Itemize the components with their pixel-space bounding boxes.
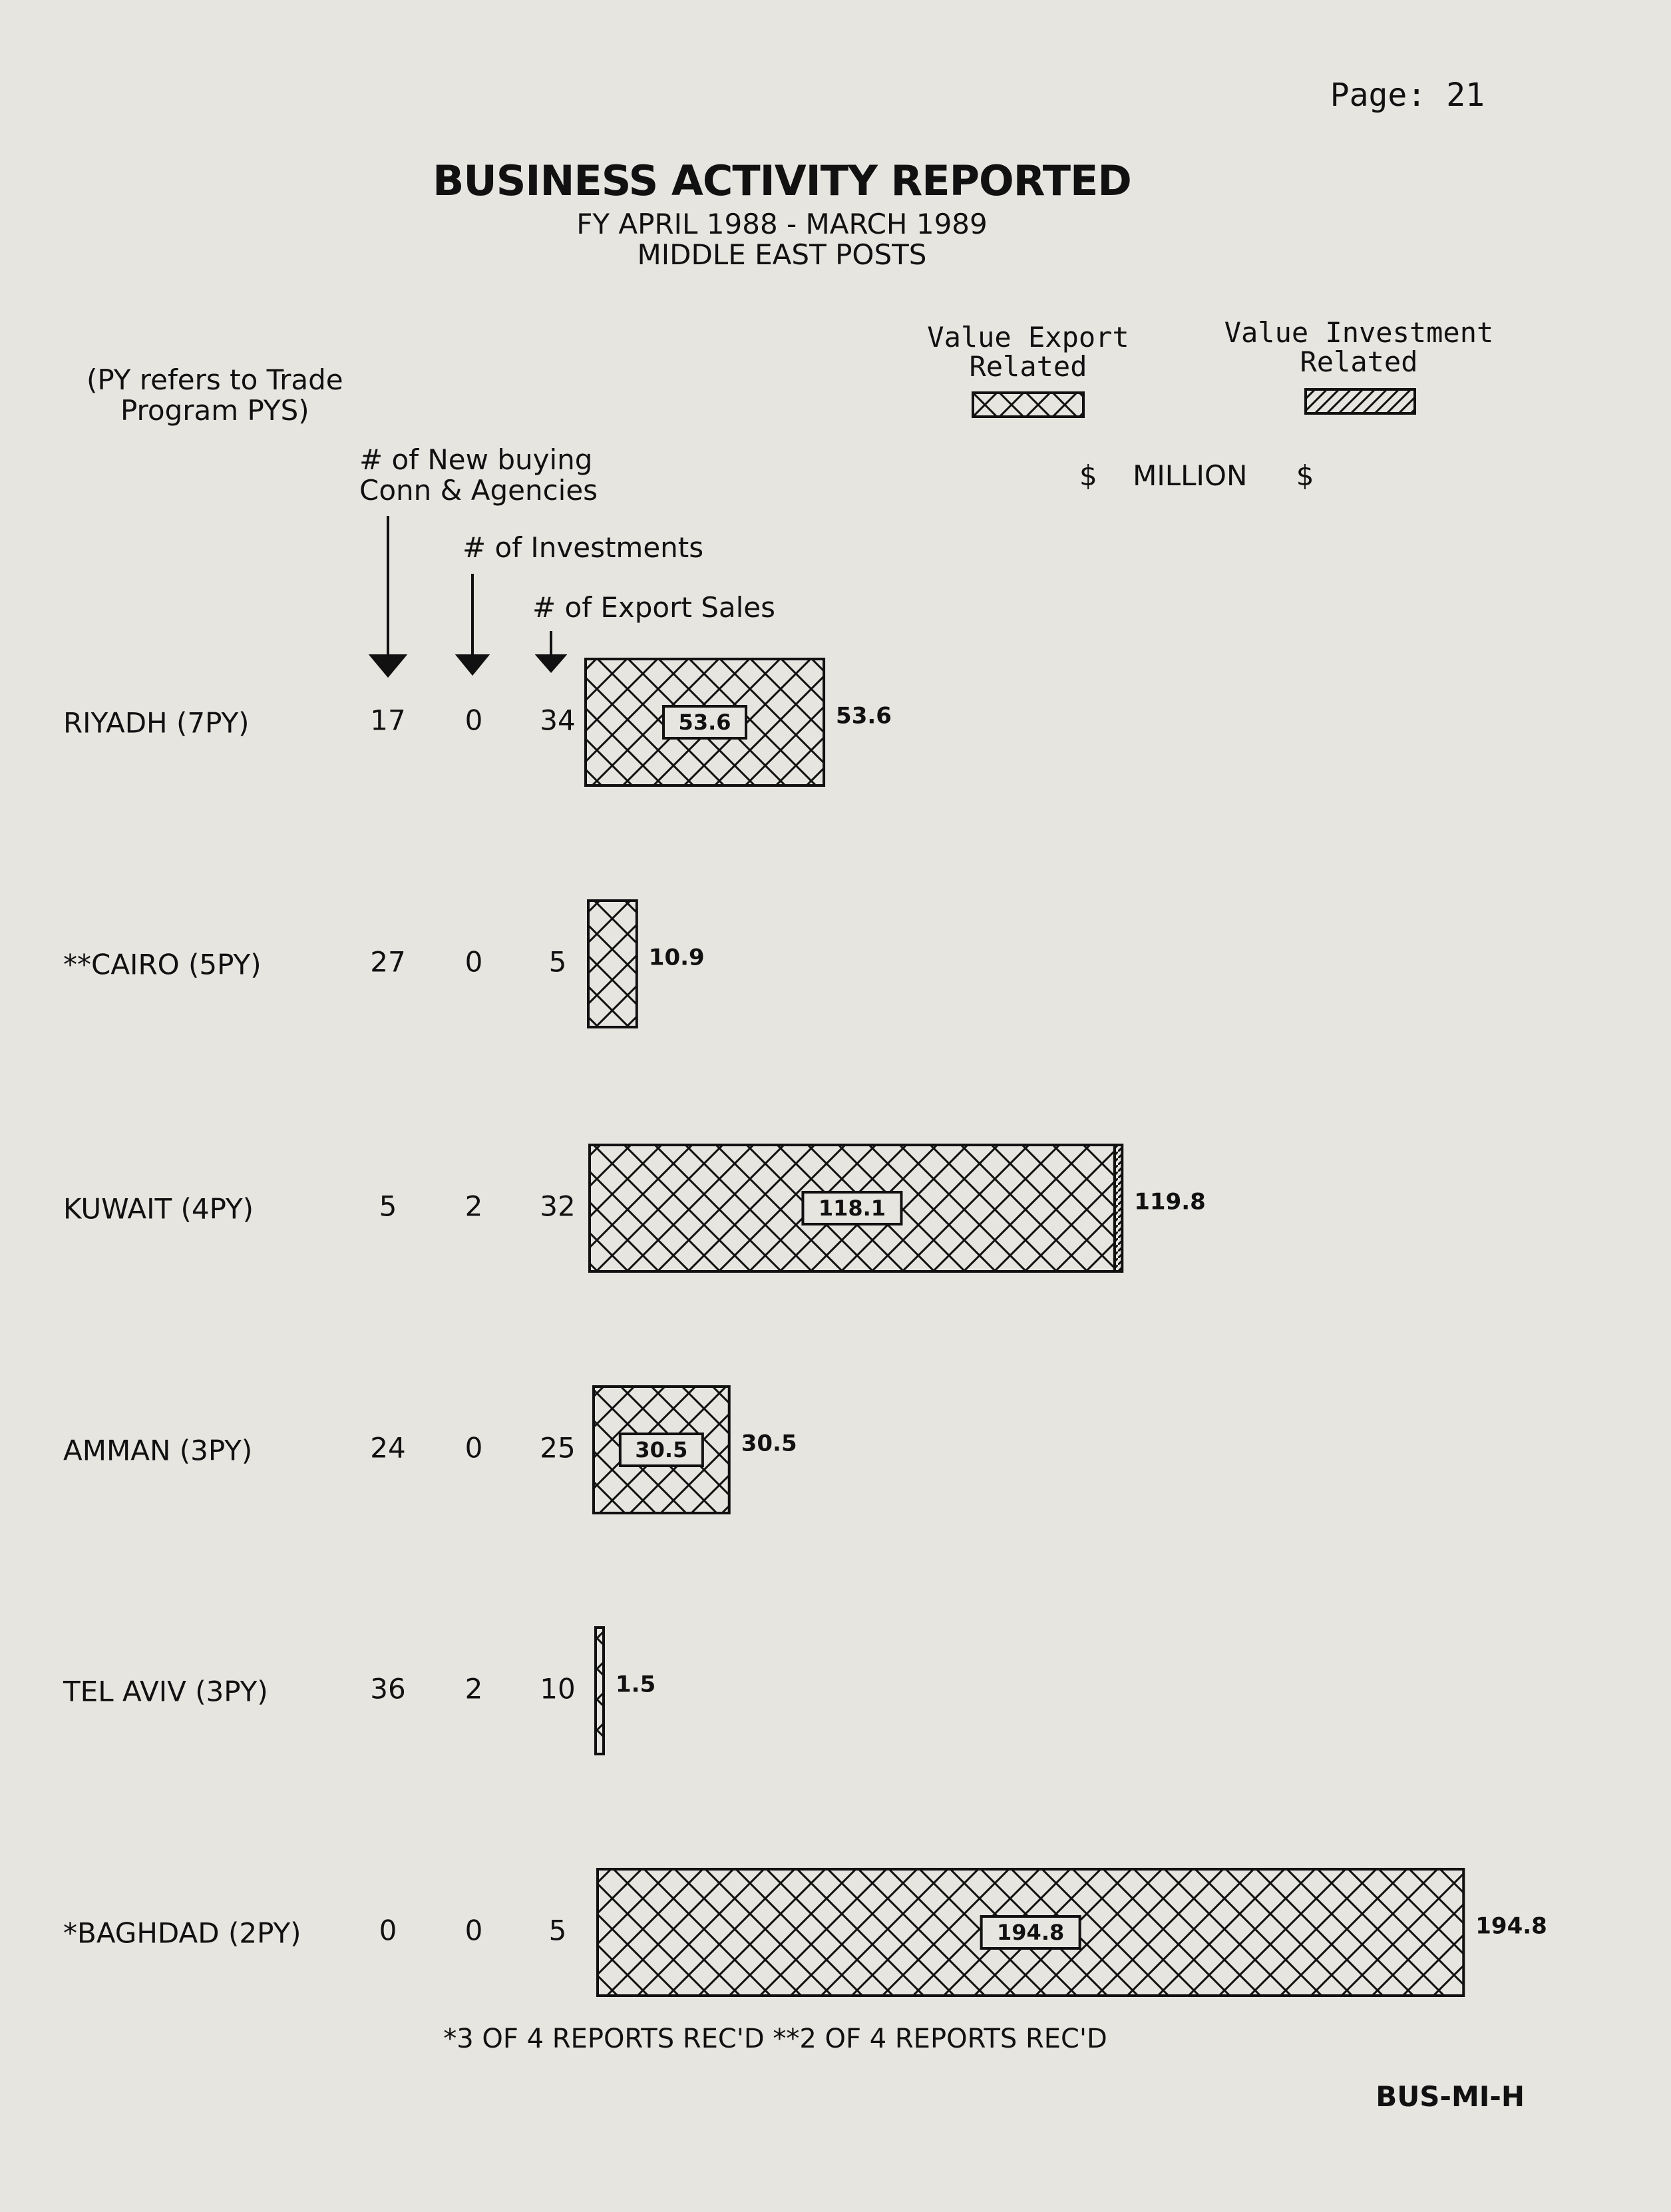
new-buying-count-0: 17	[370, 704, 406, 737]
investments-count-4: 2	[464, 1672, 483, 1705]
row-label-3: AMMAN (3PY)	[63, 1434, 253, 1467]
legend-export-line2: Related	[969, 350, 1087, 383]
new-buying-count-5: 0	[379, 1914, 397, 1947]
row-label-2: KUWAIT (4PY)	[63, 1192, 254, 1225]
export-sales-count-3: 25	[540, 1431, 576, 1464]
bar-total-label-4: 1.5	[616, 1671, 656, 1698]
column-header-export-sales: # of Export Sales	[532, 591, 775, 624]
new-buying-count-4: 36	[370, 1672, 406, 1705]
bar-export-4	[596, 1628, 604, 1754]
footnote: *3 OF 4 REPORTS REC'D **2 OF 4 REPORTS REC'D	[443, 2024, 1107, 2054]
investments-count-2: 2	[464, 1190, 483, 1223]
legend-invest-line1: Value Investment	[1224, 316, 1494, 349]
bar-investment-2	[1115, 1145, 1122, 1271]
row-label-1: **CAIRO (5PY)	[63, 948, 262, 981]
bar-inner-label-3: 30.5	[635, 1437, 688, 1462]
export-sales-count-4: 10	[540, 1672, 576, 1705]
bar-total-label-0: 53.6	[836, 702, 892, 730]
chart-title: BUSINESS ACTIVITY REPORTED	[433, 156, 1131, 205]
investments-count-3: 0	[464, 1431, 483, 1464]
bar-inner-label-0: 53.6	[678, 710, 731, 735]
page-label: Page:	[1330, 77, 1427, 114]
investments-count-0: 0	[464, 704, 483, 737]
page-number-value: 21	[1446, 77, 1485, 114]
legend-export-line1: Value Export	[927, 321, 1129, 353]
bar-total-label-3: 30.5	[741, 1430, 797, 1457]
new-buying-count-1: 27	[370, 945, 406, 979]
bar-inner-label-5: 194.8	[997, 1920, 1065, 1945]
new-buying-count-2: 5	[379, 1190, 397, 1223]
row-label-5: *BAGHDAD (2PY)	[63, 1916, 301, 1950]
units-dollar-right: $	[1296, 459, 1314, 492]
column-header-investments: # of Investments	[463, 531, 704, 564]
bar-total-label-1: 10.9	[648, 944, 705, 971]
bar-inner-label-2: 118.1	[818, 1196, 886, 1221]
export-sales-count-5: 5	[548, 1914, 567, 1947]
legend-invest-line2: Related	[1300, 345, 1418, 378]
bar-total-label-5: 194.8	[1475, 1912, 1547, 1940]
investments-count-5: 0	[464, 1914, 483, 1947]
export-sales-count-1: 5	[548, 945, 567, 979]
bar-export-1	[588, 901, 637, 1027]
units-million: MILLION	[1133, 459, 1248, 492]
row-label-0: RIYADH (7PY)	[63, 706, 250, 740]
col-head-conn-line2: Conn & Agencies	[359, 474, 598, 507]
chart-subtitle-region: MIDDLE EAST POSTS	[637, 238, 927, 271]
new-buying-count-3: 24	[370, 1431, 406, 1464]
export-sales-count-0: 34	[540, 704, 576, 737]
py-note-line1: (PY refers to Trade	[87, 363, 343, 396]
bar-total-label-2: 119.8	[1134, 1188, 1206, 1216]
py-note-line2: Program PYS)	[120, 394, 309, 427]
chart-subtitle: FY APRIL 1988 - MARCH 1989	[576, 208, 988, 240]
col-head-conn-line1: # of New buying	[359, 443, 593, 476]
document-code: BUS-MI-H	[1376, 2080, 1525, 2113]
units-dollar-left: $	[1079, 459, 1097, 492]
row-label-4: TEL AVIV (3PY)	[63, 1675, 268, 1708]
investments-count-1: 0	[464, 945, 483, 979]
export-sales-count-2: 32	[540, 1190, 576, 1223]
